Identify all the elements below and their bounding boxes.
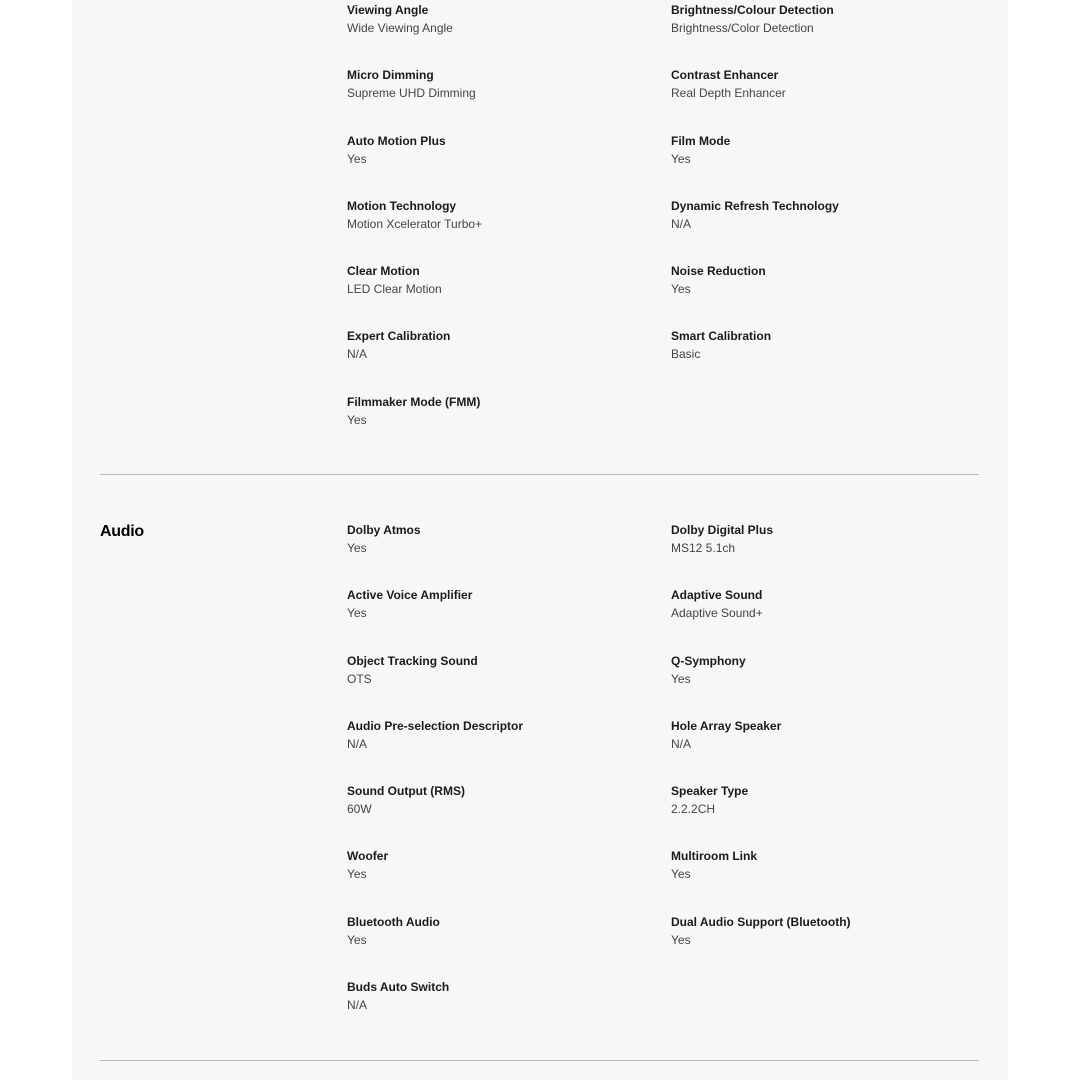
spec-item (347, 718, 671, 783)
spec-label: Noise Reduction (671, 264, 766, 279)
spec-label: Dolby Digital Plus (671, 523, 774, 537)
spec-value: Yes (671, 282, 691, 297)
spec-label: Dolby Atmos (347, 523, 421, 537)
spec-item (671, 783, 967, 848)
spec-value: MS12 5.1ch (671, 541, 736, 555)
spec-value: 2.2.2CH (671, 802, 716, 817)
spec-value: N/A (347, 736, 368, 751)
spec-value: Wide Viewing Angle (347, 21, 453, 35)
spec-value: Yes (671, 932, 691, 947)
spec-label: Speaker Type (671, 784, 749, 799)
spec-label: Adaptive Sound (671, 588, 763, 603)
spec-item (347, 263, 671, 328)
spec-value: Yes (671, 151, 691, 166)
spec-value: Real Depth Enhancer (671, 86, 786, 101)
spec-label: Contrast Enhancer (671, 68, 779, 83)
spec-label: Motion Technology (347, 198, 457, 213)
spec-label: Auto Motion Plus (347, 133, 446, 148)
spec-item (671, 522, 967, 587)
spec-label: Sound Output (RMS) (347, 784, 465, 799)
spec-value: Motion Xcelerator Turbo+ (347, 216, 483, 231)
spec-item (347, 783, 671, 848)
spec-item (347, 914, 671, 979)
spec-item (347, 198, 671, 263)
spec-value: Yes (671, 867, 691, 882)
spec-value: N/A (347, 998, 368, 1013)
spec-label: Filmmaker Mode (FMM) (347, 394, 481, 409)
spec-label: Film Mode (671, 133, 731, 148)
spec-label: Bluetooth Audio (347, 914, 440, 929)
spec-item (347, 848, 671, 913)
spec-value: Yes (347, 412, 367, 427)
spec-value: N/A (671, 736, 692, 751)
spec-value: Supreme UHD Dimming (347, 86, 476, 101)
spec-label: Dual Audio Support (Bluetooth) (671, 914, 851, 929)
spec-value: Yes (671, 671, 691, 686)
spec-item (347, 67, 671, 132)
spec-value: N/A (347, 347, 368, 362)
spec-page (72, 0, 1008, 1080)
section-divider (100, 474, 979, 475)
spec-label: Smart Calibration (671, 329, 772, 344)
spec-item (671, 587, 967, 652)
spec-label: Clear Motion (347, 264, 420, 279)
spec-value: LED Clear Motion (347, 282, 442, 297)
spec-label: Expert Calibration (347, 329, 451, 344)
spec-value: Yes (347, 151, 367, 166)
spec-label: Viewing Angle (347, 3, 429, 17)
spec-label: Object Tracking Sound (347, 653, 478, 668)
spec-label: Buds Auto Switch (347, 980, 450, 995)
spec-label: Multiroom Link (671, 849, 757, 864)
spec-item (671, 198, 967, 263)
spec-label: Active Voice Amplifier (347, 588, 473, 603)
spec-item (347, 587, 671, 652)
spec-item (347, 653, 671, 718)
picture-spec-grid (347, 2, 967, 459)
spec-item (671, 328, 967, 393)
spec-label: Dynamic Refresh Technology (671, 198, 839, 213)
spec-item (347, 2, 671, 67)
spec-label: Q-Symphony (671, 653, 746, 668)
spec-item (671, 914, 967, 979)
spec-item (671, 263, 967, 328)
spec-value: N/A (671, 216, 692, 231)
spec-item (671, 848, 967, 913)
section-title: Audio (100, 523, 144, 540)
spec-item (347, 979, 671, 1044)
spec-item (347, 133, 671, 198)
spec-item (347, 394, 671, 459)
spec-item (671, 653, 967, 718)
audio-spec-grid (347, 522, 967, 1044)
spec-item (347, 328, 671, 393)
spec-label: Hole Array Speaker (671, 718, 782, 733)
spec-value: 60W (347, 802, 372, 817)
section-divider (100, 1060, 979, 1061)
spec-value: Yes (347, 932, 367, 947)
spec-value: OTS (347, 671, 372, 686)
spec-item (671, 133, 967, 198)
spec-value: Yes (347, 867, 367, 882)
spec-label: Brightness/Colour Detection (671, 3, 834, 17)
spec-value: Yes (347, 606, 367, 621)
spec-value: Yes (347, 541, 367, 555)
spec-item (671, 67, 967, 132)
spec-label: Woofer (347, 849, 389, 864)
spec-label: Micro Dimming (347, 68, 434, 83)
spec-item (671, 2, 967, 67)
spec-label: Audio Pre-selection Descriptor (347, 718, 524, 733)
spec-item (347, 522, 671, 587)
spec-item (671, 718, 967, 783)
spec-value: Adaptive Sound+ (671, 606, 763, 621)
spec-value: Basic (671, 347, 701, 362)
spec-value: Brightness/Color Detection (671, 21, 814, 35)
